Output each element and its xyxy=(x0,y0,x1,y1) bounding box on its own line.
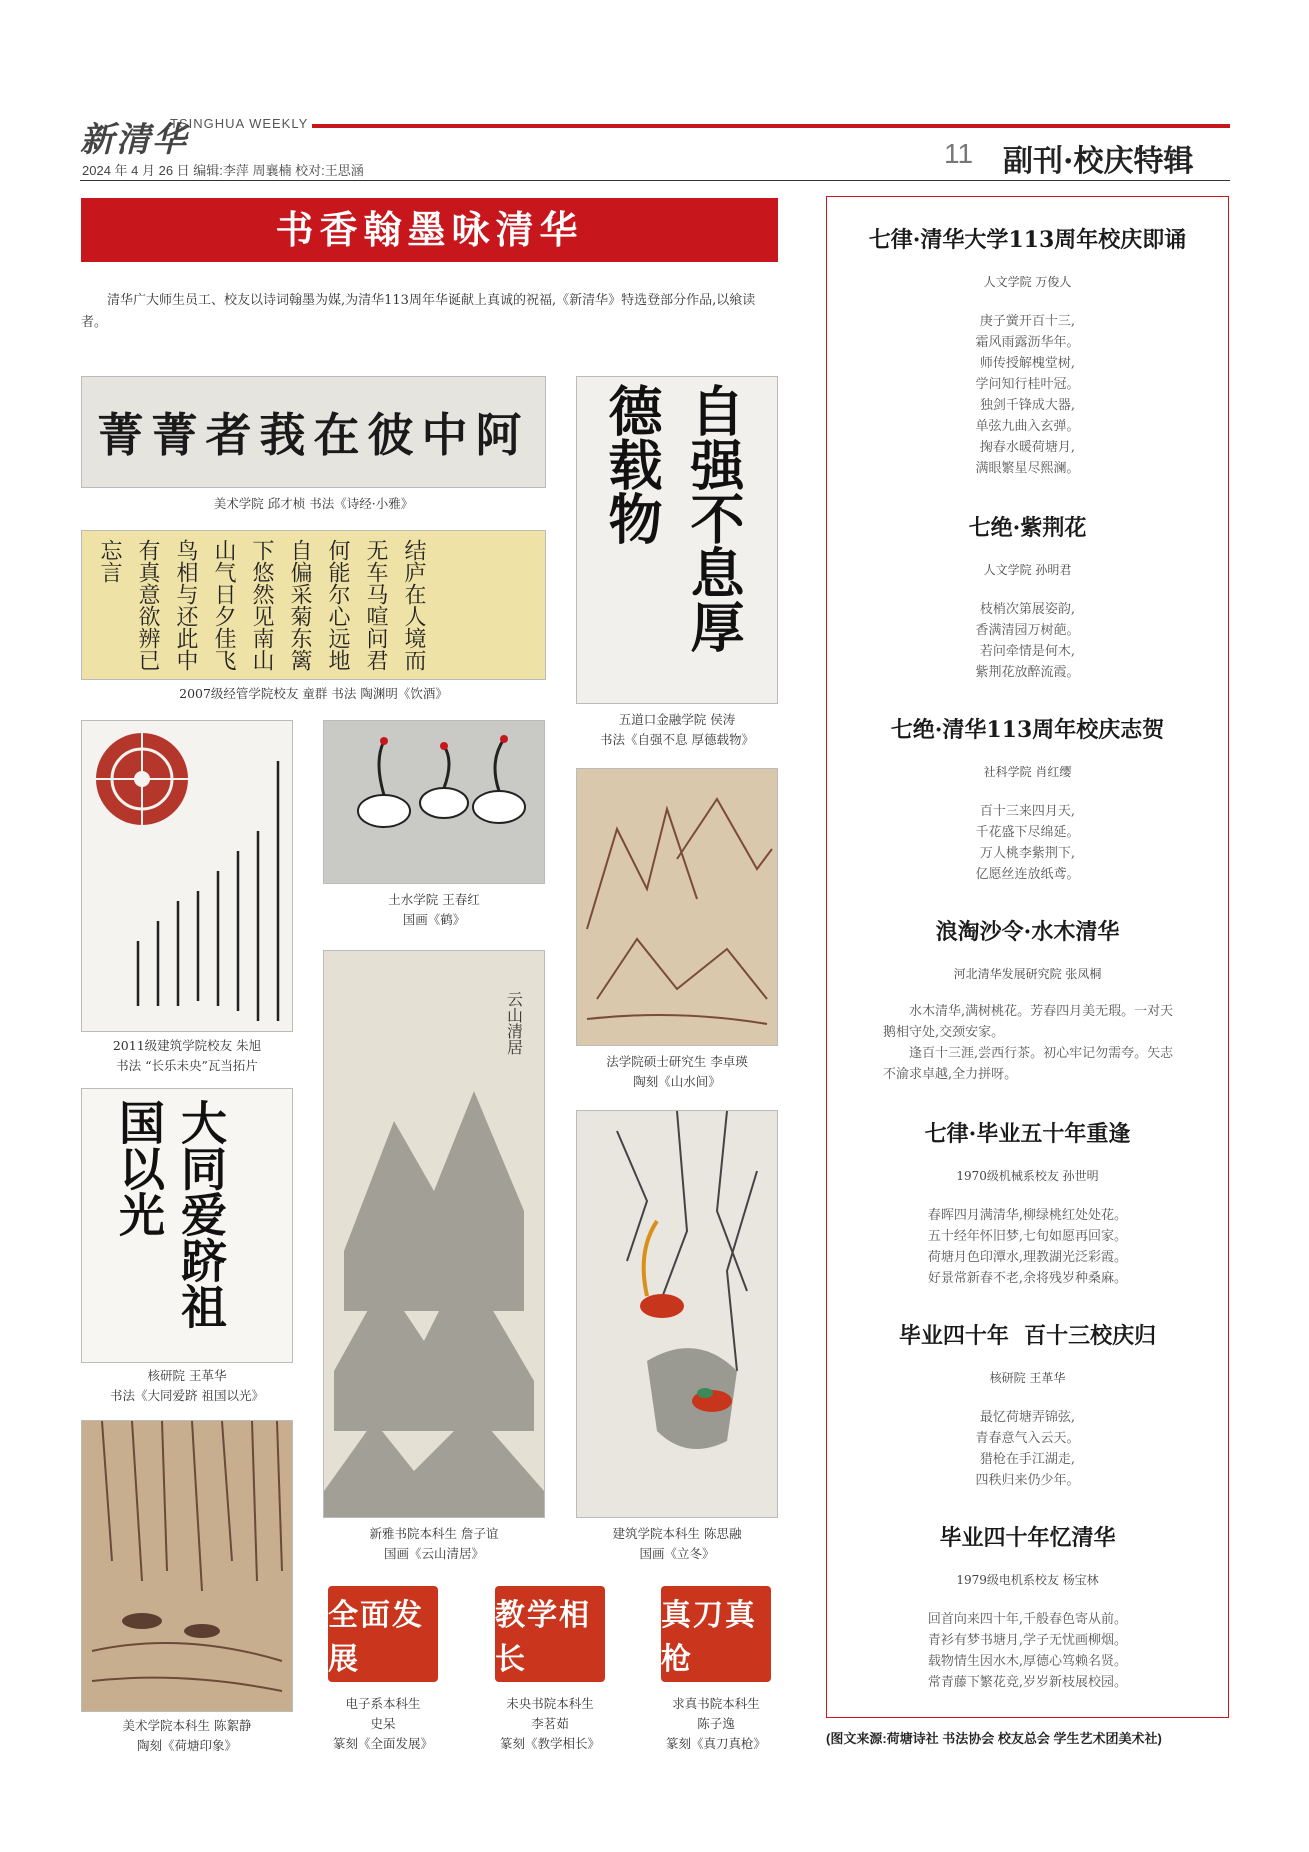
image-source-credit: (图文来源:荷塘诗社 书法协会 校友总会 学生艺术团美术社) xyxy=(826,1731,1162,1746)
painting-title-label: 云山清居 xyxy=(504,991,524,1055)
caption-a4-line1: 2011级建筑学院校友 朱旭 xyxy=(112,1038,262,1053)
caption-s1-line3: 篆刻《全面发展》 xyxy=(332,1736,433,1751)
caption-a3-line1: 五道口金融学院 侯涛 xyxy=(618,712,736,727)
calligraphy-datong xyxy=(81,1088,293,1363)
caption-a7-line2: 书法《大同爱跻 祖国以光》 xyxy=(110,1388,264,1403)
calligraphy-ziqiang xyxy=(576,376,778,704)
poem-line: 掬春水暖荷塘月, xyxy=(979,440,1076,455)
caption-a6-line2: 陶刻《山水间》 xyxy=(633,1074,721,1089)
rubbing-changle-weiyang xyxy=(81,720,293,1032)
artwork-inscription: 大同爱跻祖国以光 xyxy=(112,1099,228,1329)
poem-title: 浪淘沙令·水木清华 xyxy=(935,919,1120,945)
caption-s2-line1: 未央书院本科生 xyxy=(506,1696,594,1711)
caption-s3-line1: 求真书院本科生 xyxy=(672,1696,760,1711)
dateline: 2024 年 4 月 26 日 编辑:李萍 周襄楠 校对:王思涵 xyxy=(82,163,364,178)
caption-a9-line1: 建筑学院本科生 陈思融 xyxy=(612,1526,742,1541)
caption-a6-line1: 法学院硕士研究生 李卓瑛 xyxy=(606,1054,748,1069)
masthead-english-title: TSINGHUA WEEKLY xyxy=(170,116,309,131)
caption-a8-line1: 新雅书院本科生 詹子谊 xyxy=(369,1526,499,1541)
poem-body xyxy=(827,801,1228,885)
poem-title: 七绝·清华113周年校庆志贺 xyxy=(890,717,1165,743)
caption-a3-line2: 书法《自强不息 厚德载物》 xyxy=(600,732,754,747)
poem-line: 青衫有梦书塘月,学子无忧画柳烟。 xyxy=(927,1633,1128,1648)
artwork-inscription: 结庐在人境而无车马喧问君何能尔心远地自偏采菊东篱下悠然见南山山气日夕佳飞鸟相与还此中有真意欲辨已忘言 xyxy=(97,539,426,671)
poem-line: 春晖四月满清华,柳绿桃红处处花。 xyxy=(927,1208,1128,1223)
poem-line: 常青藤下繁花竞,岁岁新枝展校园。 xyxy=(927,1675,1128,1690)
pottery-landscape xyxy=(576,768,778,1046)
caption-a8-line2: 国画《云山清居》 xyxy=(383,1546,484,1561)
caption-s3-line3: 篆刻《真刀真枪》 xyxy=(665,1736,766,1751)
seal-quanmian-fazhan: 全面发展 xyxy=(328,1586,438,1682)
poem-line: 万人桃李紫荆下, xyxy=(979,846,1076,861)
poem-stanza: 水木清华,满树桃花。芳春四月美无瑕。一对天鹅相守处,交颈安家。 xyxy=(883,1004,1174,1040)
poem-line: 好景常新春不老,余将残岁种桑麻。 xyxy=(927,1271,1128,1286)
intro-paragraph: 清华广大师生员工、校友以诗词翰墨为媒,为清华113周年华诞献上真诚的祝福,《新清华》特选登部分作品,以飨读者。 xyxy=(81,293,756,330)
poem-line: 若问牵情是何木, xyxy=(979,644,1076,659)
poem-body xyxy=(883,1001,1183,1085)
caption-s1-line1: 电子系本科生 xyxy=(345,1696,421,1711)
poem-title: 七律·毕业五十年重逢 xyxy=(924,1121,1131,1147)
pottery-hetang xyxy=(81,1420,293,1712)
caption-s1-line2: 史呆 xyxy=(370,1716,396,1731)
poem-line: 霜风雨露沥华年。 xyxy=(975,335,1080,350)
poem-line: 五十经年怀旧梦,七旬如愿再回家。 xyxy=(927,1229,1128,1244)
poem-body xyxy=(827,1609,1228,1693)
poem-body xyxy=(827,1407,1228,1491)
poem-author: 人文学院 孙明君 xyxy=(983,563,1072,577)
poem-title: 七绝·紫荆花 xyxy=(968,515,1087,541)
poem-author: 人文学院 万俊人 xyxy=(983,275,1072,289)
poem-line: 荷塘月色印潭水,理教湖光泛彩霞。 xyxy=(927,1250,1128,1265)
caption-a2: 2007级经管学院校友 童群 书法 陶渊明《饮酒》 xyxy=(179,686,448,701)
caption-a5-line2: 国画《鹤》 xyxy=(402,912,466,927)
poem-title: 七律·清华大学113周年校庆即诵 xyxy=(868,227,1187,253)
mountain-etching-icon xyxy=(577,769,777,1045)
poem-author: 1970级机械系校友 孙世明 xyxy=(956,1169,1099,1183)
artwork-inscription: 自强不息厚德载物 xyxy=(600,383,746,653)
painting-cranes xyxy=(323,720,545,884)
seal-zhendao-zhenqiang: 真刀真枪 xyxy=(661,1586,771,1682)
poem-author: 1979级电机系校友 杨宝林 xyxy=(956,1573,1099,1587)
poem-line: 千花盛下尽绵延。 xyxy=(975,825,1080,840)
cranes-painting-icon xyxy=(324,721,544,883)
poem-line: 庚子黉开百十三, xyxy=(979,314,1076,329)
poem-body xyxy=(827,1205,1228,1289)
poem-line: 单弦九曲入玄弹。 xyxy=(975,419,1080,434)
poem-line: 青春意气入云天。 xyxy=(975,1431,1080,1446)
wadang-rubbing-icon xyxy=(82,721,292,1031)
painting-yunshan-qingju xyxy=(323,950,545,1518)
poem-author: 社科学院 肖红缨 xyxy=(983,765,1072,779)
pheasant-painting-icon xyxy=(577,1111,777,1517)
masthead-logo: 新清华 xyxy=(80,120,188,160)
poem-author: 核研院 王革华 xyxy=(989,1371,1066,1385)
poem-line: 师传授解槐堂树, xyxy=(979,356,1076,371)
caption-a1: 美术学院 邱才桢 书法《诗经·小雅》 xyxy=(213,496,414,511)
feature-banner: 书香翰墨咏清华 xyxy=(81,198,778,262)
poem-line: 枝梢次第展姿韵, xyxy=(979,602,1076,617)
masthead-red-rule xyxy=(312,124,1230,128)
calligraphy-yinjiu xyxy=(81,530,546,680)
caption-s2-line3: 篆刻《教学相长》 xyxy=(499,1736,600,1751)
poem-author: 河北清华发展研究院 张凤桐 xyxy=(953,967,1102,981)
poem-line: 回首向来四十年,千般春色寄从前。 xyxy=(927,1612,1128,1627)
poem-body xyxy=(827,599,1228,683)
caption-s3-line2: 陈子逸 xyxy=(697,1716,735,1731)
caption-a10-line2: 陶刻《荷塘印象》 xyxy=(136,1738,237,1753)
poem-line: 独剑千锋成大器, xyxy=(979,398,1076,413)
poem-title: 毕业四十年 百十三校庆归 xyxy=(898,1323,1157,1349)
caption-s2-line2: 李茗茹 xyxy=(531,1716,569,1731)
seal-jiaoxue-xiangzhang: 教学相长 xyxy=(495,1586,605,1682)
poem-line: 亿愿丝连放纸鸢。 xyxy=(975,867,1080,882)
caption-a4-line2: 书法 “长乐未央”瓦当拓片 xyxy=(116,1058,258,1073)
caption-a7-line1: 核研院 王革华 xyxy=(147,1368,227,1383)
poem-line: 最忆荷塘弄锦弦, xyxy=(979,1410,1076,1425)
ink-landscape-icon xyxy=(324,951,544,1517)
poem-line: 学问知行桂叶冠。 xyxy=(975,377,1080,392)
page-number: 11 xyxy=(944,138,974,169)
painting-lidong xyxy=(576,1110,778,1518)
poem-body xyxy=(827,311,1228,479)
poem-title: 毕业四十年忆清华 xyxy=(939,1525,1116,1551)
poem-line: 四秩归来仍少年。 xyxy=(975,1473,1080,1488)
poem-line: 载物情生因水木,厚德心笃赖名贤。 xyxy=(927,1654,1128,1669)
caption-a9-line2: 国画《立冬》 xyxy=(639,1546,715,1561)
artwork-inscription: 菁菁者莪在彼中阿 xyxy=(97,408,530,462)
calligraphy-shijing xyxy=(81,376,546,488)
poem-line: 满眼繁星尽熙澜。 xyxy=(975,461,1080,476)
poem-stanza: 逢百十三涯,尝西行茶。初心牢记勿需夸。矢志不渝求卓越,全力拼呀。 xyxy=(883,1046,1174,1082)
header-rule xyxy=(80,180,1230,181)
poem-line: 猎枪在手江湖走, xyxy=(979,1452,1076,1467)
section-title: 副刊·校庆特辑 xyxy=(1003,144,1194,179)
caption-a10-line1: 美术学院本科生 陈絮静 xyxy=(122,1718,252,1733)
poem-line: 香满清园万树葩。 xyxy=(975,623,1080,638)
poem-line: 百十三来四月天, xyxy=(979,804,1076,819)
willow-pond-icon xyxy=(82,1421,292,1711)
poem-column xyxy=(826,196,1229,1718)
poem-line: 紫荆花放醉流霞。 xyxy=(975,665,1080,680)
caption-a5-line1: 土水学院 王春红 xyxy=(388,892,480,907)
